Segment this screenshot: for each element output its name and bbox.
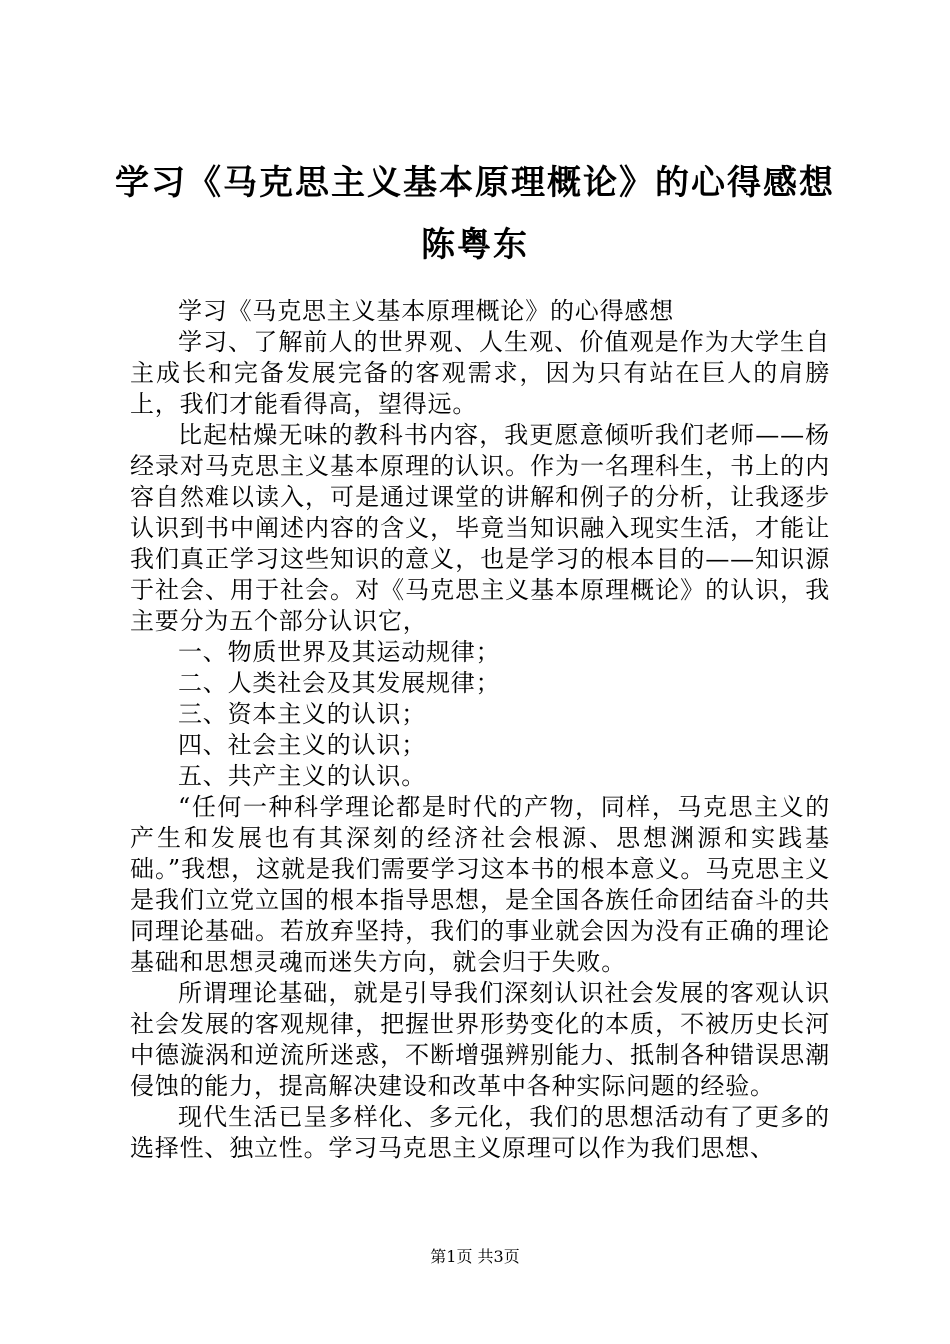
paragraph-quote: “任何一种科学理论都是时代的产物，同样，马克思主义的产生和发展也有其深刻的经济社会根源、思想渊源和实践基础。”我想，这就是我们需要学习这本书的根本意义。马克思主义是我们立党立国的根本指导思想，是全国各族任命团结奋斗的共同理论基础。若放弃坚持，我们的事业就会因为没有正确的理论基础和思想灵魂而迷失方向，就会归于失败。 [130,793,830,976]
list-item-5: 五、共产主义的认识。 [178,762,426,790]
list-item-3: 三、资本主义的认识； [178,700,426,728]
paragraph-theory-basis: 所谓理论基础，就是引导我们深刻认识社会发展的客观认识社会发展的客观规律，把握世界形势变化的本质，不被历史长河中德漩涡和逆流所迷惑，不断增强辨别能力、抵制各种错误思潮侵蚀的能力，提高解决建设和改革中各种实际问题的经验。 [130,979,830,1100]
document-body [130,296,830,1164]
list-item-1: 一、物质世界及其运动规律； [178,638,501,666]
paragraph-heading-repeat: 学习《马克思主义基本原理概论》的心得感想 [178,297,674,325]
document-author: 陈粤东 [421,225,529,265]
document-title: 学习《马克思主义基本原理概论》的心得感想 [115,163,835,203]
list-item-4: 四、社会主义的认识； [178,731,426,759]
list-item-2: 二、人类社会及其发展规律； [178,669,501,697]
page-footer: 第1页 共3页 [430,1247,520,1266]
paragraph-intro: 学习、了解前人的世界观、人生观、价值观是作为大学生自主成长和完备发展完备的客观需求，因为只有站在巨人的肩膀上，我们才能看得高，望得远。 [130,328,830,418]
paragraph-modern-life: 现代生活已呈多样化、多元化，我们的思想活动有了更多的选择性、独立性。学习马克思主义原理可以作为我们思想、 [130,1103,830,1162]
paragraph-teacher: 比起枯燥无味的教科书内容，我更愿意倾听我们老师——杨经录对马克思主义基本原理的认识。作为一名理科生，书上的内容自然难以读入，可是通过课堂的讲解和例子的分析，让我逐步认识到书中阐述内容的含义，毕竟当知识融入现实生活，才能让我们真正学习这些知识的意义，也是学习的根本目的——知识源于社会、用于社会。对《马克思主义基本原理概论》的认识，我主要分为五个部分认识它， [130,421,830,635]
